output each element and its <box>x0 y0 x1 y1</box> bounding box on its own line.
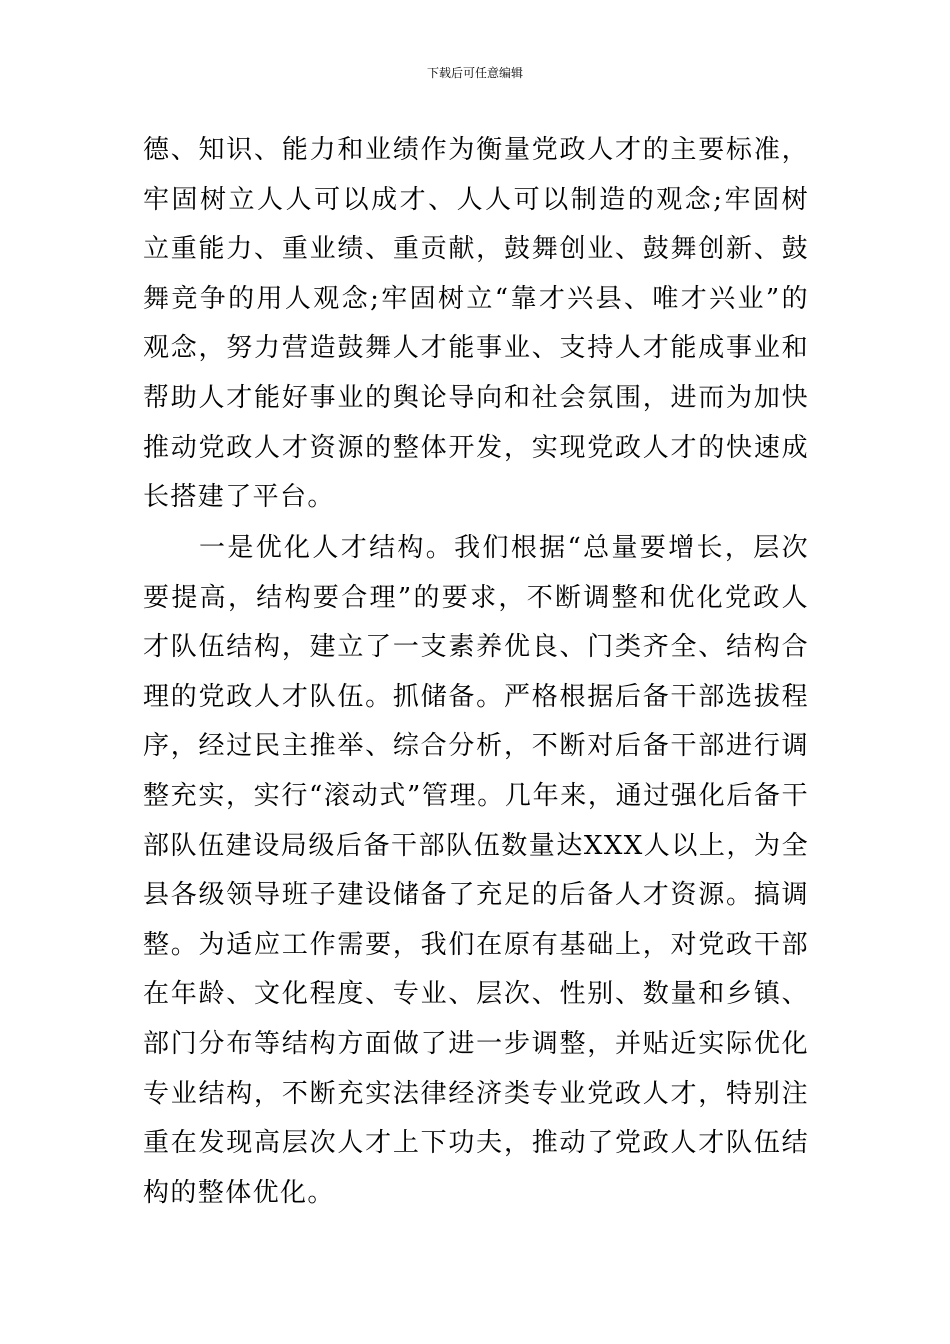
body-paragraph-2: 一是优化人才结构。我们根据“总量要增长，层次要提高，结构要合理”的要求，不断调整和优化党政人才队伍结构，建立了一支素养优良、门类齐全、结构合理的党政人才队伍。抓储备。严格根据后备干部选拔程序，经过民主推举、综合分析，不断对后备干部进行调整充实，实行“滚动式”管理。几年来，通过强化后备干部队伍建设局级后备干部队伍数量达XXX人以上，为全县各级领导班子建设储备了充足的后备人才资源。搞调整。为适应工作需要，我们在原有基础上，对党政干部在年龄、文化程度、专业、层次、性别、数量和乡镇、部门分布等结构方面做了进一步调整，并贴近实际优化专业结构，不断充实法律经济类专业党政人才，特别注重在发现高层次人才上下功夫，推动了党政人才队伍结构的整体优化。 <box>143 533 809 1208</box>
body-paragraph-1: 德、知识、能力和业绩作为衡量党政人才的主要标准，牢固树立人人可以成才、人人可以制造的观念;牢固树立重能力、重业绩、重贡献，鼓舞创业、鼓舞创新、鼓舞竞争的用人观念;牢固树立“靠才兴县、唯才兴业”的观念，努力营造鼓舞人才能事业、支持人才能成事业和帮助人才能好事业的舆论导向和社会氛围，进而为加快推动党政人才资源的整体开发，实现党政人才的快速成长搭建了平台。 <box>143 135 809 513</box>
page-header: 下载后可任意编辑 <box>426 66 523 80</box>
